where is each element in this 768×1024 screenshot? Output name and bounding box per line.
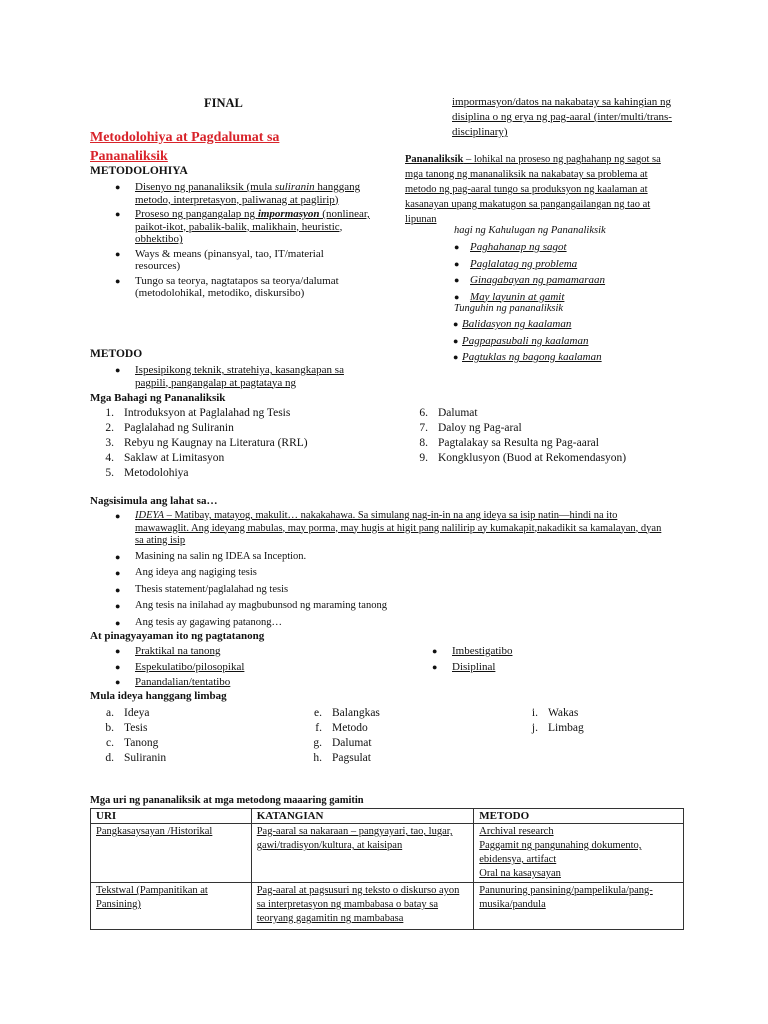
list-item: ● Disenyo ng pananaliksik (mula suliranin hanggang metodo, interpretasyon, paliwanag at paglirip) bbox=[115, 181, 361, 206]
mula-list-col1 bbox=[92, 706, 166, 766]
list-item: ● Paglalatag ng problema bbox=[454, 257, 578, 270]
bullet-icon: ● bbox=[454, 258, 460, 269]
list-item: f. Metodo bbox=[315, 722, 368, 734]
metodo-list bbox=[115, 364, 370, 391]
list-item: ● Imbestigatibo bbox=[432, 645, 513, 657]
list-item: 2. Paglalahad ng Suliranin bbox=[105, 422, 234, 434]
list-item: ● Ways & means (pinansyal, tao, IT/material resources) bbox=[115, 247, 324, 272]
nagsisimula-list bbox=[115, 510, 665, 633]
pinagyayaman-heading: At pinagyayaman ito ng pagtatanong bbox=[90, 630, 265, 642]
bullet-icon: ● bbox=[115, 365, 121, 375]
list-item: ● May layunin at gamit bbox=[454, 290, 565, 303]
list-item: b. Tesis bbox=[105, 722, 148, 734]
mula-list-col3 bbox=[516, 706, 584, 736]
list-item: h. Pagsulat bbox=[313, 752, 371, 764]
bullet-icon: ● bbox=[115, 677, 121, 687]
bullet-icon: ● bbox=[453, 335, 459, 346]
list-item: 6. Dalumat bbox=[419, 407, 478, 419]
pananaliksik-def: – lohikal na proseso ng paghahanp ng sagot sa mga tanong ng mananaliksik na nakabatay sa problema at metodo ng pag-aaral tungo sa produksyon ng kaalaman at kasanayan upang makatugon sa pangangailangan ng tao at lipunan bbox=[405, 154, 661, 225]
list-item: a. Ideya bbox=[106, 707, 150, 719]
kahulugan-heading: hagi ng Kahulugan ng Pananaliksik bbox=[454, 225, 606, 236]
continuation-text: impormasyon/datos na nakabatay sa kahingian ng disiplina o ng erya ng pag-aaral (inter/multi/trans-disciplinary) bbox=[452, 96, 672, 138]
pananaliksik-term: Pananaliksik bbox=[405, 154, 464, 165]
bullet-icon: ● bbox=[432, 661, 438, 672]
mula-heading: Mula ideya hanggang limbag bbox=[90, 690, 227, 702]
list-item: 9. Kongklusyon (Buod at Rekomendasyon) bbox=[419, 452, 627, 464]
list-item: ● Disiplinal bbox=[432, 660, 496, 673]
bullet-icon: ● bbox=[115, 248, 121, 259]
list-item: ● Ginagabayan ng pamamaraan bbox=[454, 274, 606, 286]
bullet-icon: ● bbox=[453, 319, 459, 329]
bullet-icon: ● bbox=[115, 617, 121, 628]
title-line-1: Metodolohiya at Pagdalumat sa bbox=[90, 130, 280, 145]
list-item: ● Ang tesis ay gagawing patanong… bbox=[115, 616, 282, 628]
list-item: 7. Daloy ng Pag-aral bbox=[419, 422, 522, 434]
table-row bbox=[91, 883, 684, 930]
ideya-term: IDEYA bbox=[135, 510, 165, 521]
bullet-icon: ● bbox=[115, 511, 121, 521]
pinagyayaman-list-right bbox=[432, 645, 652, 676]
table-header-row bbox=[91, 809, 684, 824]
cell-uri: Pangkasaysayan /Historikal bbox=[91, 824, 252, 883]
pinagyayaman-list-left bbox=[115, 645, 375, 692]
list-item: 1. Introduksyon at Paglalahad ng Tesis bbox=[105, 407, 291, 419]
bullet-icon: ● bbox=[115, 646, 121, 656]
bullet-icon: ● bbox=[454, 242, 460, 252]
cell-metodo: Archival research Paggamit ng pangunahing dokumento, ebidensya, artifact Oral na kasaysayan bbox=[474, 824, 684, 883]
list-item: 3. Rebyu ng Kaugnay na Literatura (RRL) bbox=[105, 437, 308, 449]
metodolohiya-list bbox=[115, 181, 370, 302]
list-item: ● Ang tesis na inilahad ay magbubunsod ng maraming tanong bbox=[115, 600, 387, 611]
list-item: ● Paghahanap ng sagot bbox=[454, 241, 567, 253]
list-item: d. Suliranin bbox=[105, 752, 167, 764]
list-item: ● Tungo sa teorya, nagtatapos sa teorya/dalumat (metodolohikal, metodiko, diskursibo) bbox=[115, 274, 339, 299]
list-item: j. Limbag bbox=[531, 722, 584, 734]
header-metodo: METODO bbox=[474, 809, 684, 824]
list-item: ● Thesis statement/paglalahad ng tesis bbox=[115, 583, 289, 595]
bahagi-list-left bbox=[92, 406, 308, 481]
nagsisimula-heading: Nagsisimula ang lahat sa… bbox=[90, 495, 218, 507]
page-heading: FINAL bbox=[204, 96, 243, 110]
list-item: ● Espekulatibo/pilosopikal bbox=[115, 660, 245, 673]
list-item: c. Tanong bbox=[106, 737, 159, 749]
pananaliksik-definition bbox=[405, 152, 677, 227]
bullet-icon: ● bbox=[115, 551, 121, 562]
list-item: ● IDEYA – Matibay, matayog, makulit… nakakahawa. Sa simulang nag-in-in na ang ideya sa isip natin—hindi na ito mawawaglit. Ang ideyang mabulas, may porma, may hugis at higit pang nalilirip ay kumakapit,nakadikit sa kamalayan, dyan sa ating isip bbox=[115, 510, 662, 546]
bullet-icon: ● bbox=[115, 568, 121, 578]
list-item: i. Wakas bbox=[531, 707, 579, 719]
list-item: 8. Pagtalakay sa Resulta ng Pag-aaral bbox=[419, 437, 599, 449]
list-item: ● Masining na salin ng IDEA sa Inception. bbox=[115, 550, 307, 562]
list-item: ● Panandalian/tentatibo bbox=[115, 676, 231, 688]
bullet-icon: ● bbox=[115, 601, 121, 611]
uri-table bbox=[90, 808, 684, 930]
list-item: 5. Metodolohiya bbox=[105, 467, 189, 479]
bullet-icon: ● bbox=[115, 275, 121, 286]
list-item: e. Balangkas bbox=[314, 707, 380, 719]
bullet-icon: ● bbox=[115, 209, 121, 219]
table-caption: Mga uri ng pananaliksik at mga metodong maaaring gamitin bbox=[90, 795, 364, 806]
bullet-icon: ● bbox=[115, 584, 121, 595]
title-line-2: Pananaliksik bbox=[90, 149, 168, 164]
cell-metodo: Panunuring pansining/pampelikula/pang-musika/pandula bbox=[474, 883, 684, 930]
bullet-icon: ● bbox=[115, 661, 121, 672]
bahagi-heading: Mga Bahagi ng Pananaliksik bbox=[90, 392, 226, 404]
cell-katangian: Pag-aaral at pagsusuri ng teksto o diskurso ayon sa interpretasyon ng mambabasa o batay sa teoryang gagamitin ng mambabasa bbox=[251, 883, 474, 930]
header-katangian: KATANGIAN bbox=[251, 809, 474, 824]
header-uri: URI bbox=[91, 809, 252, 824]
bahagi-list-right bbox=[406, 406, 626, 466]
list-item: ● Pagpapasubali ng kaalaman bbox=[453, 334, 589, 347]
kahulugan-list bbox=[454, 241, 670, 307]
list-item: 4. Saklaw at Limitasyon bbox=[105, 452, 225, 464]
document-title bbox=[90, 128, 330, 166]
bullet-icon: ● bbox=[432, 646, 438, 656]
list-item: ● Pagtuklas ng bagong kaalaman bbox=[453, 351, 602, 363]
list-item: ● Ispesipikong teknik, stratehiya, kasangkapan sa pagpili, pangangalap at pagtataya ng bbox=[115, 364, 344, 389]
metodolohiya-heading: METODOLOHIYA bbox=[90, 165, 188, 177]
list-item: ● Proseso ng pangangalap ng impormasyon (nonlinear, paikot-ikot, pabalik-balik, malikhain, heuristic, obhektibo) bbox=[115, 208, 370, 245]
list-item: ● Praktikal na tanong bbox=[115, 645, 221, 657]
cell-katangian: Pag-aaral sa nakaraan – pangyayari, tao, lugar, gawi/tradisyon/kultura, at kaisipan bbox=[251, 824, 474, 883]
bullet-icon: ● bbox=[454, 291, 460, 302]
bullet-icon: ● bbox=[454, 275, 460, 285]
list-item: g. Dalumat bbox=[313, 737, 372, 749]
bullet-icon: ● bbox=[453, 352, 459, 362]
tunguhin-list bbox=[453, 318, 662, 368]
bullet-icon: ● bbox=[115, 182, 121, 192]
metodo-heading: METODO bbox=[90, 348, 143, 360]
tunguhin-heading: Tunguhin ng pananaliksik bbox=[454, 303, 564, 314]
table-row bbox=[91, 824, 684, 883]
mula-list-col2 bbox=[300, 706, 380, 766]
list-item: ● Balidasyon ng kaalaman bbox=[453, 318, 572, 330]
cell-uri: Tekstwal (Pampanitikan at Pansining) bbox=[91, 883, 252, 930]
list-item: ● Ang ideya ang nagiging tesis bbox=[115, 567, 257, 578]
